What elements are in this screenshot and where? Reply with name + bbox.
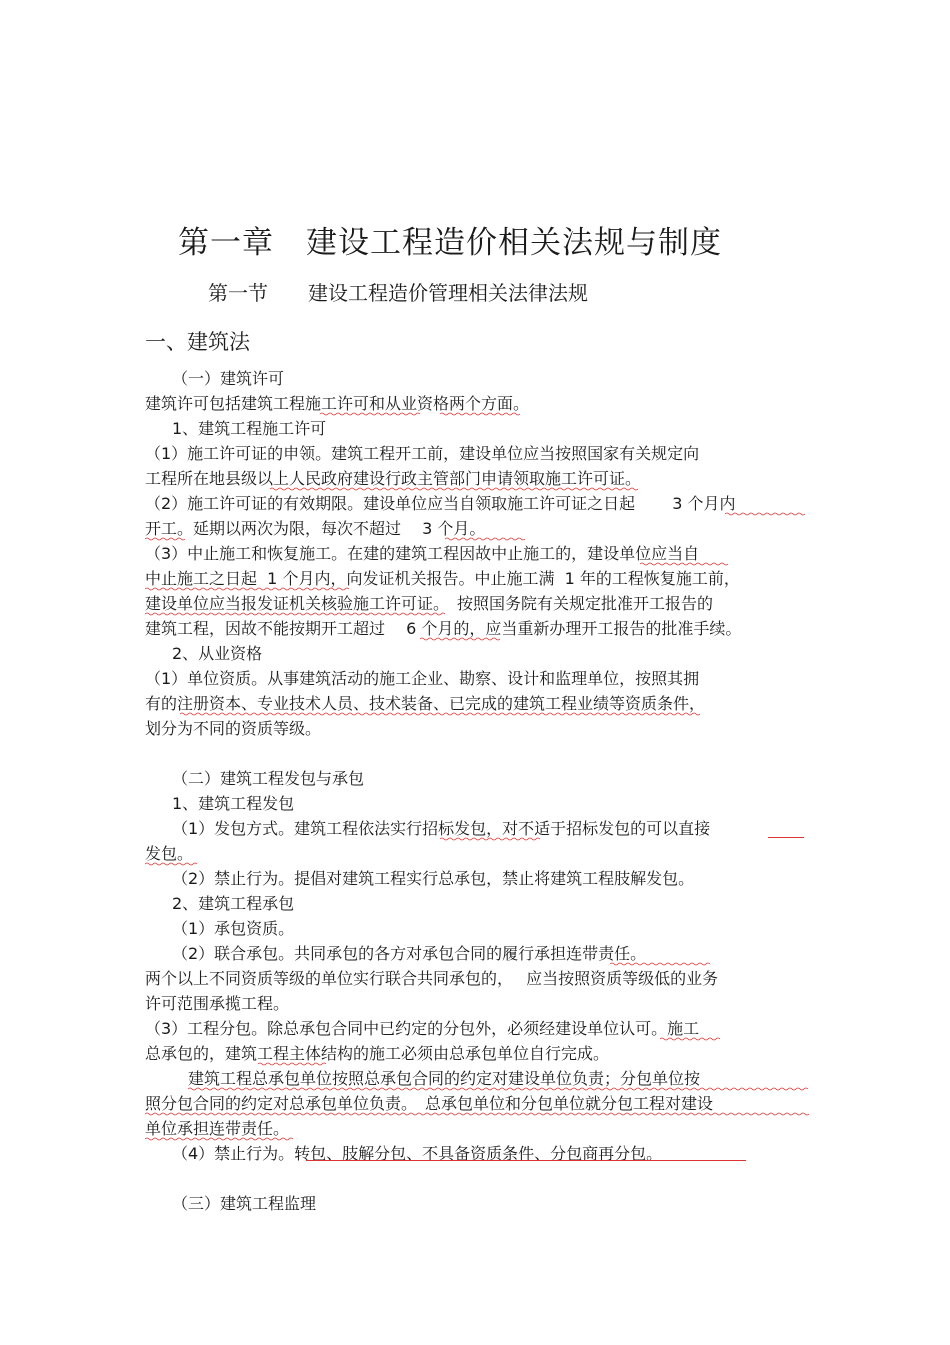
paragraph-line: （2）联合承包。共同承包的各方对承包合同的履行承担连带责任。 <box>172 944 647 963</box>
paragraph-line: 单位承担连带责任。 <box>145 1119 290 1138</box>
paragraph-line: （2）施工许可证的有效期限。建设单位应当自领取施工许可证之日起 3 个月内 <box>145 494 736 513</box>
paragraph-line: 开工。延期以两次为限，每次不超过 3 个月。 <box>145 519 486 538</box>
paragraph-line: 两个以上不同资质等级的单位实行联合共同承包的， 应当按照资质等级低的业务 <box>145 969 719 988</box>
spellcheck-underline <box>270 487 640 491</box>
paragraph-line: 有的注册资本、专业技术人员、技术装备、已完成的建筑工程业绩等资质条件， <box>145 694 706 713</box>
paragraph-line: 总承包的，建筑工程主体结构的施工必须由总承包单位自行完成。 <box>145 1044 610 1063</box>
spellcheck-underline <box>320 412 420 416</box>
spellcheck-underline <box>180 712 700 716</box>
spellcheck-underline <box>445 537 525 541</box>
paragraph-line: （1）承包资质。 <box>172 919 295 938</box>
spellcheck-underline <box>725 512 805 516</box>
paragraph-line: 建筑许可包括建筑工程施工许可和从业资格两个方面。 <box>145 394 530 413</box>
paragraph-line: （1）发包方式。建筑工程依法实行招标发包，对不适于招标发包的可以直接 <box>172 819 711 838</box>
paragraph-line: 照分包合同的约定对总承包单位负责。 总承包单位和分包单位就分包工程对建设 <box>145 1094 714 1113</box>
paragraph-line: （3）工程分包。除总承包合同中已约定的分包外，必须经建设单位认可。施工 <box>145 1019 700 1038</box>
part-title: 一、建筑法 <box>145 330 250 354</box>
subsection-heading: （二）建筑工程发包与承包 <box>172 769 365 788</box>
spellcheck-underline <box>660 1037 720 1041</box>
paragraph-line: （1）单位资质。从事建筑活动的施工企业、勘察、设计和监理单位，按照其拥 <box>145 669 700 688</box>
spellcheck-underline <box>145 1137 295 1141</box>
chapter-title: 第一章 建设工程造价相关法规与制度 <box>178 225 722 261</box>
spellcheck-underline <box>440 412 520 416</box>
spellcheck-underline <box>610 962 710 966</box>
paragraph-line: （2）禁止行为。提倡对建筑工程实行总承包，禁止将建筑工程肢解发包。 <box>172 869 695 888</box>
paragraph-line: 建设单位应当报发证机关核验施工许可证。 按照国务院有关规定批准开工报告的 <box>145 594 714 613</box>
paragraph-line: （4）禁止行为。转包、肢解分包、不具备资质条件、分包商再分包。 <box>172 1144 663 1163</box>
spellcheck-underline <box>145 862 200 866</box>
spellcheck-underline <box>145 587 350 591</box>
blank-underline <box>306 1148 746 1161</box>
item-heading: 2、建筑工程承包 <box>172 894 295 913</box>
item-heading: 1、建筑工程发包 <box>172 794 295 813</box>
paragraph-line: 中止施工之日起 1 个月内，向发证机关报告。中止施工满 1 年的工程恢复施工前， <box>145 569 740 588</box>
paragraph-line: 建筑工程总承包单位按照总承包合同的约定对建设单位负责；分包单位按 <box>188 1069 701 1088</box>
spellcheck-underline <box>440 837 540 841</box>
item-heading: 2、从业资格 <box>172 644 263 663</box>
spellcheck-underline <box>145 612 445 616</box>
spellcheck-underline <box>188 1087 808 1091</box>
subsection-heading: （一）建筑许可 <box>172 369 285 388</box>
spellcheck-underline <box>258 1062 328 1066</box>
spellcheck-underline <box>145 1112 810 1116</box>
paragraph-line: 许可范围承揽工程。 <box>145 994 290 1013</box>
blank-underline <box>768 825 804 838</box>
subsection-heading: （三）建筑工程监理 <box>172 1194 317 1213</box>
paragraph-line: 建筑工程，因故不能按期开工超过 6 个月的，应当重新办理开工报告的批准手续。 <box>145 619 742 638</box>
paragraph-line: 划分为不同的资质等级。 <box>145 719 322 738</box>
spellcheck-underline <box>420 637 500 641</box>
paragraph-line: （1）施工许可证的申领。建筑工程开工前，建设单位应当按照国家有关规定向 <box>145 444 700 463</box>
spellcheck-underline <box>640 562 730 566</box>
section-title: 第一节 建设工程造价管理相关法律法规 <box>208 281 588 305</box>
item-heading: 1、建筑工程施工许可 <box>172 419 327 438</box>
paragraph-line: （3）中止施工和恢复施工。在建的建筑工程因故中止施工的，建设单位应当自 <box>145 544 700 563</box>
spellcheck-underline <box>145 537 185 541</box>
paragraph-line: 工程所在地县级以上人民政府建设行政主管部门申请领取施工许可证。 <box>145 469 642 488</box>
paragraph-line: 发包。 <box>145 844 194 863</box>
